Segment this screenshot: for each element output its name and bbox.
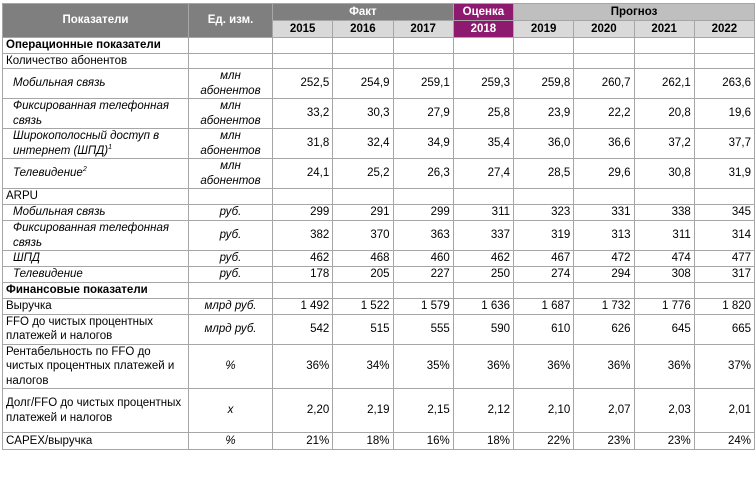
value-cell: 462: [453, 251, 513, 267]
unit-cell: руб.: [189, 267, 273, 283]
value-cell: 311: [634, 221, 694, 251]
value-cell: 22,2: [574, 99, 634, 129]
value-cell: [393, 38, 453, 54]
value-cell: 25,2: [333, 159, 393, 189]
value-cell: 338: [634, 205, 694, 221]
value-cell: 645: [634, 314, 694, 344]
value-cell: 460: [393, 251, 453, 267]
value-cell: 262,1: [634, 69, 694, 99]
table-row: [3, 205, 755, 221]
value-cell: 32,4: [333, 129, 393, 159]
value-cell: 259,3: [453, 69, 513, 99]
value-cell: 363: [393, 221, 453, 251]
row-label: [3, 298, 189, 314]
year-header: 2018: [453, 21, 513, 38]
table-row: [3, 38, 755, 54]
value-cell: 299: [273, 205, 333, 221]
unit-cell: [189, 189, 273, 205]
value-cell: [694, 189, 754, 205]
value-cell: 474: [634, 251, 694, 267]
row-label: [3, 205, 189, 221]
unit-cell: [189, 53, 273, 69]
value-cell: 323: [514, 205, 574, 221]
value-cell: 345: [694, 205, 754, 221]
value-cell: [273, 38, 333, 54]
unit-cell: млрд руб.: [189, 298, 273, 314]
value-cell: 313: [574, 221, 634, 251]
value-cell: 1 776: [634, 298, 694, 314]
value-cell: 25,8: [453, 99, 513, 129]
value-cell: 34%: [333, 344, 393, 389]
value-cell: 308: [634, 267, 694, 283]
unit-cell: [189, 38, 273, 54]
row-label-text: Мобильная связь: [13, 206, 106, 219]
value-cell: 16%: [393, 433, 453, 450]
value-cell: 299: [393, 205, 453, 221]
row-label-text: Финансовые показатели: [6, 284, 148, 296]
value-cell: 37,2: [634, 129, 694, 159]
row-label-text: Фиксированная телефонная связь: [13, 100, 169, 127]
value-cell: [393, 53, 453, 69]
value-cell: 178: [273, 267, 333, 283]
table-row: [3, 298, 755, 314]
row-label-text: Мобильная связь: [13, 77, 106, 90]
value-cell: [273, 189, 333, 205]
value-cell: [453, 38, 513, 54]
row-label: [3, 314, 189, 344]
row-label-text: Фиксированная телефонная связь: [13, 222, 169, 249]
value-cell: [273, 283, 333, 299]
table-row: [3, 433, 755, 450]
year-header: 2021: [634, 21, 694, 38]
value-cell: 35%: [393, 344, 453, 389]
value-cell: 22%: [514, 433, 574, 450]
value-cell: 2,07: [574, 389, 634, 433]
value-cell: [333, 53, 393, 69]
year-header: 2016: [333, 21, 393, 38]
value-cell: [453, 53, 513, 69]
row-label: [3, 389, 189, 433]
value-cell: 30,3: [333, 99, 393, 129]
table-row: [3, 283, 755, 299]
value-cell: 19,6: [694, 99, 754, 129]
value-cell: 590: [453, 314, 513, 344]
value-cell: 34,9: [393, 129, 453, 159]
year-header: 2015: [273, 21, 333, 38]
value-cell: 36%: [634, 344, 694, 389]
row-label: [3, 433, 189, 450]
table-row: [3, 344, 755, 389]
unit-cell: руб.: [189, 205, 273, 221]
value-cell: [514, 283, 574, 299]
table-row: [3, 53, 755, 69]
value-cell: 294: [574, 267, 634, 283]
table-row: [3, 69, 755, 99]
value-cell: [333, 189, 393, 205]
value-cell: 382: [273, 221, 333, 251]
value-cell: 2,12: [453, 389, 513, 433]
value-cell: [574, 53, 634, 69]
table-row: [3, 159, 755, 189]
row-label-text: Телевидение: [13, 167, 83, 180]
unit-cell: млн абонентов: [189, 69, 273, 99]
row-label: [3, 159, 189, 189]
row-label: [3, 251, 189, 267]
row-label: [3, 221, 189, 251]
value-cell: 36%: [514, 344, 574, 389]
value-cell: 515: [333, 314, 393, 344]
value-cell: [453, 189, 513, 205]
row-label: [3, 38, 189, 54]
value-cell: 1 522: [333, 298, 393, 314]
value-cell: 250: [453, 267, 513, 283]
table-row: [3, 389, 755, 433]
value-cell: [694, 38, 754, 54]
value-cell: 2,19: [333, 389, 393, 433]
value-cell: 1 820: [694, 298, 754, 314]
table-row: [3, 129, 755, 159]
value-cell: 2,10: [514, 389, 574, 433]
value-cell: 36%: [273, 344, 333, 389]
value-cell: 37,7: [694, 129, 754, 159]
value-cell: [634, 189, 694, 205]
table-row: [3, 99, 755, 129]
year-header: 2019: [514, 21, 574, 38]
unit-cell: руб.: [189, 251, 273, 267]
value-cell: 467: [514, 251, 574, 267]
row-label-text: ARPU: [6, 190, 38, 203]
row-label-text: Рентабельность по FFO до чистых процентных платежей и налогов: [6, 345, 175, 387]
value-cell: [273, 53, 333, 69]
footnote-marker: 2: [82, 166, 87, 174]
header-forecast: Прогноз: [514, 4, 755, 21]
unit-cell: %: [189, 433, 273, 450]
value-cell: 331: [574, 205, 634, 221]
row-label: [3, 283, 189, 299]
row-label-text: Выручка: [6, 299, 52, 312]
table-row: [3, 221, 755, 251]
value-cell: [694, 53, 754, 69]
year-header: 2020: [574, 21, 634, 38]
value-cell: [634, 38, 694, 54]
unit-cell: млн абонентов: [189, 129, 273, 159]
value-cell: 291: [333, 205, 393, 221]
value-cell: [453, 283, 513, 299]
value-cell: 23%: [634, 433, 694, 450]
value-cell: 35,4: [453, 129, 513, 159]
row-label: [3, 189, 189, 205]
unit-cell: x: [189, 389, 273, 433]
header-estimate: Оценка: [453, 4, 513, 21]
value-cell: 31,9: [694, 159, 754, 189]
table-row: [3, 189, 755, 205]
value-cell: [514, 53, 574, 69]
value-cell: 1 579: [393, 298, 453, 314]
value-cell: [694, 283, 754, 299]
value-cell: 227: [393, 267, 453, 283]
row-label: [3, 99, 189, 129]
value-cell: 259,8: [514, 69, 574, 99]
value-cell: 472: [574, 251, 634, 267]
value-cell: 370: [333, 221, 393, 251]
value-cell: 33,2: [273, 99, 333, 129]
year-header: 2022: [694, 21, 754, 38]
value-cell: 252,5: [273, 69, 333, 99]
value-cell: 610: [514, 314, 574, 344]
row-label: [3, 129, 189, 159]
table-row: [3, 267, 755, 283]
value-cell: 314: [694, 221, 754, 251]
table-row: [3, 251, 755, 267]
value-cell: 2,01: [694, 389, 754, 433]
value-cell: 2,20: [273, 389, 333, 433]
value-cell: 254,9: [333, 69, 393, 99]
value-cell: 260,7: [574, 69, 634, 99]
year-header: 2017: [393, 21, 453, 38]
value-cell: 36,6: [574, 129, 634, 159]
value-cell: 23%: [574, 433, 634, 450]
value-cell: 27,4: [453, 159, 513, 189]
row-label: [3, 53, 189, 69]
row-label-text: CAPEX/выручка: [6, 434, 93, 447]
value-cell: [333, 283, 393, 299]
value-cell: 665: [694, 314, 754, 344]
value-cell: [634, 53, 694, 69]
value-cell: 205: [333, 267, 393, 283]
value-cell: 462: [273, 251, 333, 267]
row-label-text: FFO до чистых процентных платежей и налогов: [6, 315, 153, 342]
value-cell: 317: [694, 267, 754, 283]
value-cell: 29,6: [574, 159, 634, 189]
value-cell: 37%: [694, 344, 754, 389]
row-label-text: Широкополосный доступ в интернет (ШПД): [13, 130, 160, 157]
value-cell: [333, 38, 393, 54]
value-cell: 263,6: [694, 69, 754, 99]
unit-cell: млн абонентов: [189, 99, 273, 129]
value-cell: 1 492: [273, 298, 333, 314]
value-cell: 319: [514, 221, 574, 251]
value-cell: 626: [574, 314, 634, 344]
row-label-text: Долг/FFO до чистых процентных платежей и налогов: [6, 397, 182, 424]
value-cell: 28,5: [514, 159, 574, 189]
row-label: [3, 344, 189, 389]
value-cell: 1 687: [514, 298, 574, 314]
value-cell: 21%: [273, 433, 333, 450]
value-cell: 20,8: [634, 99, 694, 129]
unit-cell: руб.: [189, 221, 273, 251]
value-cell: 468: [333, 251, 393, 267]
header-indicators: Показатели: [3, 4, 189, 38]
header-unit: Ед. изм.: [189, 4, 273, 38]
row-label-text: Количество абонентов: [6, 54, 128, 67]
value-cell: 18%: [453, 433, 513, 450]
row-label-text: Операционные показатели: [6, 39, 161, 51]
value-cell: 477: [694, 251, 754, 267]
value-cell: [574, 189, 634, 205]
value-cell: 274: [514, 267, 574, 283]
value-cell: [393, 283, 453, 299]
unit-cell: млн абонентов: [189, 159, 273, 189]
value-cell: 27,9: [393, 99, 453, 129]
value-cell: [393, 189, 453, 205]
value-cell: 311: [453, 205, 513, 221]
unit-cell: млрд руб.: [189, 314, 273, 344]
value-cell: 337: [453, 221, 513, 251]
value-cell: 24,1: [273, 159, 333, 189]
row-label-text: Телевидение: [13, 268, 83, 281]
value-cell: 18%: [333, 433, 393, 450]
value-cell: [634, 283, 694, 299]
value-cell: [574, 283, 634, 299]
value-cell: 259,1: [393, 69, 453, 99]
row-label: [3, 267, 189, 283]
row-label: [3, 69, 189, 99]
unit-cell: [189, 283, 273, 299]
value-cell: 36%: [574, 344, 634, 389]
value-cell: 2,15: [393, 389, 453, 433]
value-cell: 36,0: [514, 129, 574, 159]
table-row: [3, 314, 755, 344]
value-cell: [514, 189, 574, 205]
value-cell: 555: [393, 314, 453, 344]
value-cell: 1 636: [453, 298, 513, 314]
value-cell: 26,3: [393, 159, 453, 189]
footnote-marker: 1: [108, 143, 113, 151]
value-cell: 2,03: [634, 389, 694, 433]
value-cell: [514, 38, 574, 54]
value-cell: 542: [273, 314, 333, 344]
value-cell: 24%: [694, 433, 754, 450]
value-cell: 23,9: [514, 99, 574, 129]
value-cell: 31,8: [273, 129, 333, 159]
value-cell: [574, 38, 634, 54]
unit-cell: %: [189, 344, 273, 389]
row-label-text: ШПД: [13, 252, 41, 265]
value-cell: 36%: [453, 344, 513, 389]
value-cell: 30,8: [634, 159, 694, 189]
forecast-table: [2, 3, 755, 450]
header-fact: Факт: [273, 4, 454, 21]
value-cell: 1 732: [574, 298, 634, 314]
